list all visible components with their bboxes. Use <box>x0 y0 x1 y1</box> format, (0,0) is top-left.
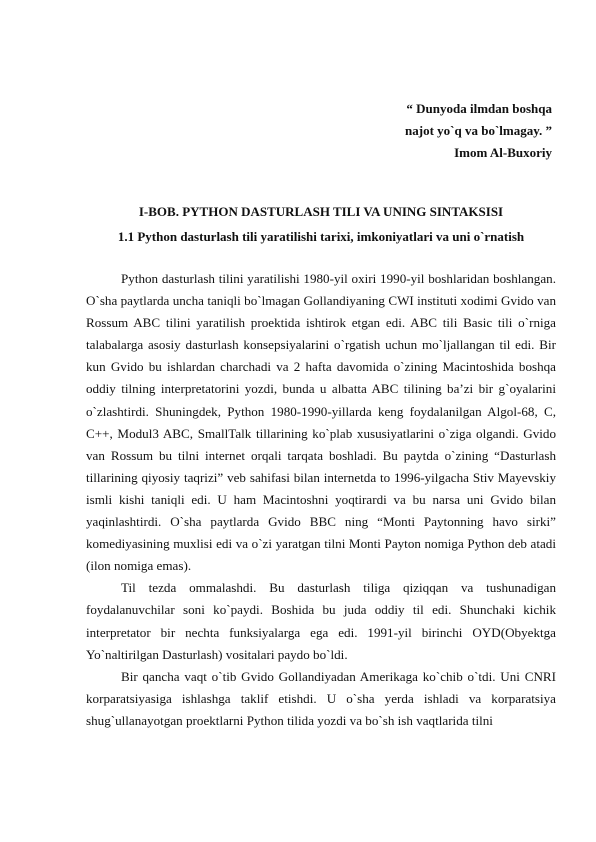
epigraph <box>252 98 552 164</box>
paragraph: Bir qancha vaqt o`tib Gvido Gollandiyadan Amerikaga ko`chib o`tdi. Uni CNRI korparatsiyasiga ishlashga taklif etishdi. U o`sha yerda ishladi va korparatsiya shug`ullanayotgan proektlarni Python tilida yozdi va bo`sh ish vaqtlarida tilni <box>86 668 556 728</box>
paragraph: Python dasturlash tilini yaratilishi 1980-yil oxiri 1990-yil boshlaridan boshlangan. O`sha paytlarda uncha taniqli bo`lmagan Gollandiyaning CWI instituti xodimi Gvido van Rossum ABC tilini yaratilish proektida ishtirok etgan edi. ABC tili Basic tili o`rniga talabalarga asosiy dasturlash konsepsiyalarini o`rgatish uchun mo`ljallangan til edi. Bir kun Gvido bu ishlardan charchadi va 2 hafta davomida o`zining Macintoshida boshqa oddiy tilning interpretatorini yozdi, bunda u albatta ABC tilining ba’zi bir g`oyalarini o`zlashtirdi. Shuningdek, Python 1980-1990-yillarda keng foydalanilgan Algol-68, C, C++, Modul3 ABC, SmallTalk tillarining ko`plab xususiyatlarini o`ziga olgandi. Gvido van Rossum bu tilni internet orqali tarqata boshladi. Bu paytda o`zining “Dasturlash tillarining qiyosiy taqrizi” veb sahifasi bilan internetda to 1996-yilgacha Stiv Mayevskiy ismli kishi taniqli edi. U ham Macintoshni yoqtirardi va bu narsa uni Gvido bilan yaqinlashtirdi. O`sha paytlarda Gvido BBC ning “Monti Paytonning havo sirki” komediyasining muxlisi edi va o`zi yaratgan tilni Monti Payton nomiga Python deb atadi (ilon nomiga emas). <box>86 271 556 574</box>
body-text <box>86 268 556 732</box>
section-title: 1.1 Python dasturlash tili yaratilishi tarixi, imkoniyatlari va uni o`rnatish <box>117 229 525 244</box>
epigraph-line-2: najot yo`q va bo`lmagay. ” <box>405 123 552 138</box>
epigraph-line-1: “ Dunyoda ilmdan boshqa <box>406 101 552 116</box>
paragraph: Til tezda ommalashdi. Bu dasturlash tiliga qiziqqan va tushunadigan foydalanuvchilar soni ko`paydi. Boshida bu juda oddiy til edi. Shunchaki kichik interpretator bir nechta funksiyalarga ega edi. 1991-yil birinchi OYD(Obyektga Yo`naltirilgan Dasturlash) vositalari paydo bo`ldi. <box>86 580 556 662</box>
chapter-title: I-BOB. PYTHON DASTURLASH TILI VA UNING SINTAKSISI <box>138 204 504 219</box>
epigraph-author: Imom Al-Buxoriy <box>454 145 552 160</box>
